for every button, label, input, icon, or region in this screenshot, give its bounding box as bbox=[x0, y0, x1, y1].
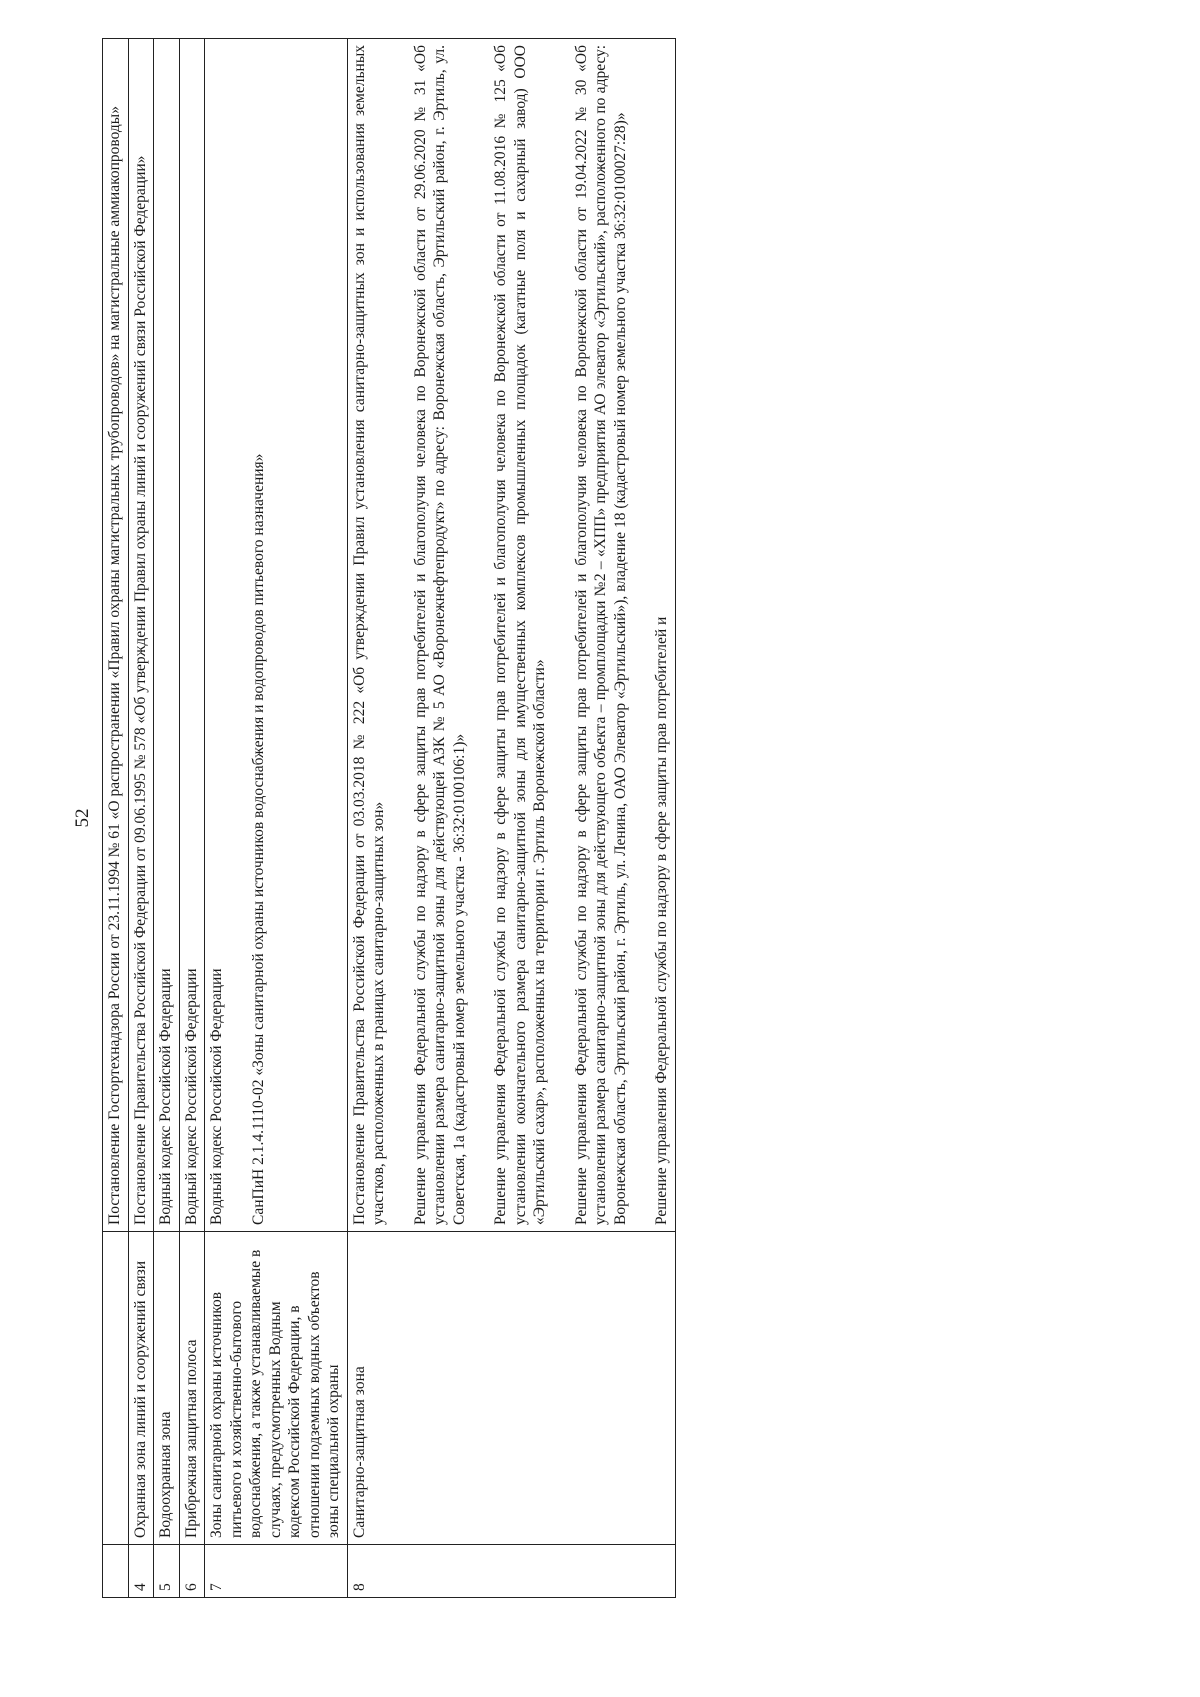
document-paragraph: Водный кодекс Российской Федерации bbox=[157, 968, 174, 1225]
row-number: 6 bbox=[179, 1545, 205, 1598]
zone-name bbox=[103, 1232, 129, 1545]
zone-name: Зоны санитарной охраны источников питьевого и хозяйственно-бытового водоснабжения, а также устанавливаемые в случаях, предусмотренных Водным кодексом Российской Федерации, в отношении подземных водных объектов зоны специальной охраны bbox=[205, 1232, 348, 1545]
table-row bbox=[179, 39, 205, 1598]
zone-documents bbox=[103, 39, 129, 1232]
row-number: 7 bbox=[205, 1545, 348, 1598]
zone-name: Охранная зона линий и сооружений связи bbox=[128, 1232, 154, 1545]
row-number: 5 bbox=[154, 1545, 180, 1598]
table-row bbox=[154, 39, 180, 1598]
document-paragraph: Постановление Госгортехнадзора России от 23.11.1994 № 61 «О распространении «Правил охраны магистральных трубопроводов» на магистральные аммиакопроводы» bbox=[106, 106, 123, 1225]
zone-name: Санитарно-защитная зона bbox=[347, 1232, 675, 1545]
zone-documents bbox=[347, 39, 675, 1232]
document-paragraph: Постановление Правительства Российской Федерации от 03.03.2018 № 222 «Об утверждении Правил установления санитарно-защитных зон и использования земельных участков, расположенных в границах санитарно-защитных зон» bbox=[350, 45, 387, 1225]
row-number: 4 bbox=[128, 1545, 154, 1598]
document-paragraph: Водный кодекс Российской Федерации bbox=[182, 968, 200, 1225]
document-paragraph: Постановление Правительства Российской Федерации от 09.06.1995 № 578 «Об утверждении Правил охраны линий и сооружений связи Российской Федерации» bbox=[131, 155, 149, 1225]
table-row bbox=[347, 39, 675, 1598]
zone-name: Водоохранная зона bbox=[154, 1232, 180, 1545]
document-paragraph: Решение управления Федеральной службы по надзору в сфере защиты прав потребителей и bbox=[653, 616, 670, 1225]
zone-documents bbox=[205, 39, 348, 1232]
document-paragraph: Водный кодекс Российской Федерации bbox=[208, 968, 225, 1225]
document-paragraph: Решение управления Федеральной службы по надзору в сфере защиты прав потребителей и благополучия человека по Воронежской области от 19.04.2022 № 30 «Об установлении размера санитарно-защитной зоны для действующего объекта – промплощадки №2 – «ХПП» предприятия АО элеватор «Эртильский», расположенного по адресу: Воронежская область, Эртильский район, г. Эртиль, ул. Ленина, ОАО Элеватор «Эртильский»), владение 18 (кадастровый номер земельного участка 36:32:0100027:28)» bbox=[572, 45, 629, 1225]
rotated-page bbox=[72, 38, 1122, 1598]
zones-table-body bbox=[103, 39, 676, 1598]
document-paragraph: Решение управления Федеральной службы по надзору в сфере защиты прав потребителей и благополучия человека по Воронежской области от 11.08.2016 № 125 «Об установлении окончательного размера санитарно-защитной зоны для имущественных комплексов промышленных площадок (кагатные поля и сахарный завод) ООО «Эртильский сахар», расположенных на территории г. Эртиль Воронежской области» bbox=[492, 45, 548, 1225]
page-number: 52 bbox=[72, 808, 93, 828]
table-row bbox=[128, 39, 154, 1598]
zone-documents bbox=[179, 39, 205, 1232]
row-number: 8 bbox=[347, 1545, 675, 1598]
table-row bbox=[205, 39, 348, 1598]
document-paragraph: Решение управления Федеральной службы по надзору в сфере защиты прав потребителей и благополучия человека по Воронежской области от 29.06.2020 № 31 «Об установлении размера санитарно-защитной зоны для действующей АЗК № 5 АО «Воронежнефтепродукт» по адресу: Воронежская область, Эртильский район, г. Эртиль, ул. Советская, 1а (кадастровый номер земельного участка - 36:32:0100106:1)» bbox=[411, 45, 468, 1225]
zone-documents bbox=[154, 39, 180, 1232]
document-paragraph: СанПиН 2.1.4.1110-02 «Зоны санитарной охраны источников водоснабжения и водопроводов питьевого назначения» bbox=[249, 453, 267, 1225]
table-row bbox=[103, 39, 129, 1598]
zones-table bbox=[102, 38, 676, 1598]
zone-documents bbox=[128, 39, 154, 1232]
zone-name: Прибрежная защитная полоса bbox=[179, 1232, 205, 1545]
row-number bbox=[103, 1545, 129, 1598]
